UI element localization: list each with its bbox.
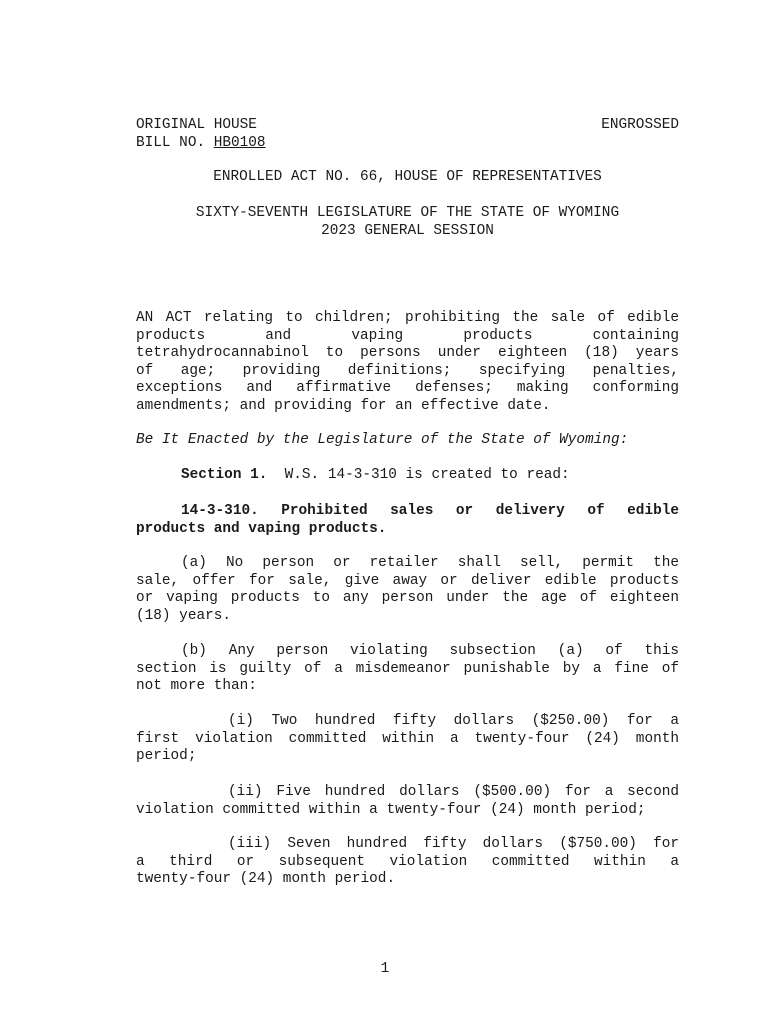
subsection-a-line: (18) years. bbox=[136, 607, 231, 624]
title-line: amendments; and providing for an effective date. bbox=[136, 397, 551, 414]
subsection-b-line: not more than: bbox=[136, 678, 257, 694]
enacting-clause bbox=[136, 432, 679, 450]
subsection-a-line: sale, offer for sale, give away or deliver edible products bbox=[136, 572, 679, 589]
statute-heading bbox=[136, 503, 679, 538]
section-label: Section 1. bbox=[181, 467, 268, 483]
subsection-b-line: section is guilty of a misdemeanor punishable by a fine of bbox=[136, 660, 679, 677]
page-number: 1 bbox=[380, 961, 390, 977]
statute-heading-line: 14-3-310. Prohibited sales or delivery of edible bbox=[181, 503, 679, 519]
enacting-clause-text: Be It Enacted by the Legislature of the State of Wyoming: bbox=[136, 432, 629, 448]
enrolled-act-heading bbox=[136, 169, 679, 187]
bill-no-label: BILL NO. bbox=[136, 134, 206, 151]
subsection-b bbox=[136, 643, 679, 696]
bill-number-line bbox=[136, 135, 679, 153]
subsection-a-line: or vaping products to any person under the age of eighteen bbox=[136, 590, 679, 606]
paragraph-ii bbox=[136, 784, 679, 819]
engrossed-label: ENGROSSED bbox=[601, 117, 679, 133]
title-line: products and vaping products containing bbox=[136, 327, 679, 344]
paragraph-iii-line: a third or subsequent violation committed within a bbox=[136, 853, 679, 870]
session-line: 2023 GENERAL SESSION bbox=[321, 222, 494, 239]
subsection-b-line: (b) Any person violating subsection (a) of this bbox=[181, 643, 679, 659]
section-text: W.S. 14-3-310 is created to read: bbox=[284, 467, 570, 483]
section-1 bbox=[136, 467, 679, 485]
enrolled-act-line: ENROLLED ACT NO. 66, HOUSE OF REPRESENTATIVES bbox=[213, 169, 602, 185]
legislature-line: SIXTY-SEVENTH LEGISLATURE OF THE STATE OF WYOMING bbox=[195, 205, 620, 221]
bill-number: HB0108 bbox=[213, 134, 266, 151]
title-line: AN ACT relating to children; prohibiting the sale of edible bbox=[136, 310, 679, 326]
act-title-paragraph bbox=[136, 310, 679, 415]
paragraph-iii-line: (iii) Seven hundred fifty dollars ($750.00) for bbox=[228, 836, 679, 852]
original-house-label: ORIGINAL HOUSE bbox=[136, 117, 257, 133]
paragraph-iii-line: twenty-four (24) month period. bbox=[136, 871, 396, 887]
paragraph-i bbox=[136, 713, 679, 766]
legislature-heading bbox=[136, 205, 679, 240]
paragraph-ii-line: violation committed within a twenty-four (24) month period; bbox=[136, 801, 646, 818]
subsection-a-line: (a) No person or retailer shall sell, permit the bbox=[181, 555, 679, 571]
title-line: of age; providing definitions; specifying penalties, bbox=[136, 362, 679, 379]
title-line: tetrahydrocannabinol to persons under eighteen (18) years bbox=[136, 345, 679, 361]
paragraph-i-line: first violation committed within a twenty-four (24) month bbox=[136, 730, 679, 747]
paragraph-i-line: (i) Two hundred fifty dollars ($250.00) for a bbox=[228, 713, 679, 729]
paragraph-i-line: period; bbox=[136, 748, 197, 764]
paragraph-iii bbox=[136, 836, 679, 889]
paragraph-ii-line: (ii) Five hundred dollars ($500.00) for a second bbox=[228, 784, 679, 800]
statute-heading-line: products and vaping products. bbox=[136, 520, 387, 537]
title-line: exceptions and affirmative defenses; making conforming bbox=[136, 380, 679, 396]
subsection-a bbox=[136, 555, 679, 625]
bill-header bbox=[136, 117, 679, 152]
